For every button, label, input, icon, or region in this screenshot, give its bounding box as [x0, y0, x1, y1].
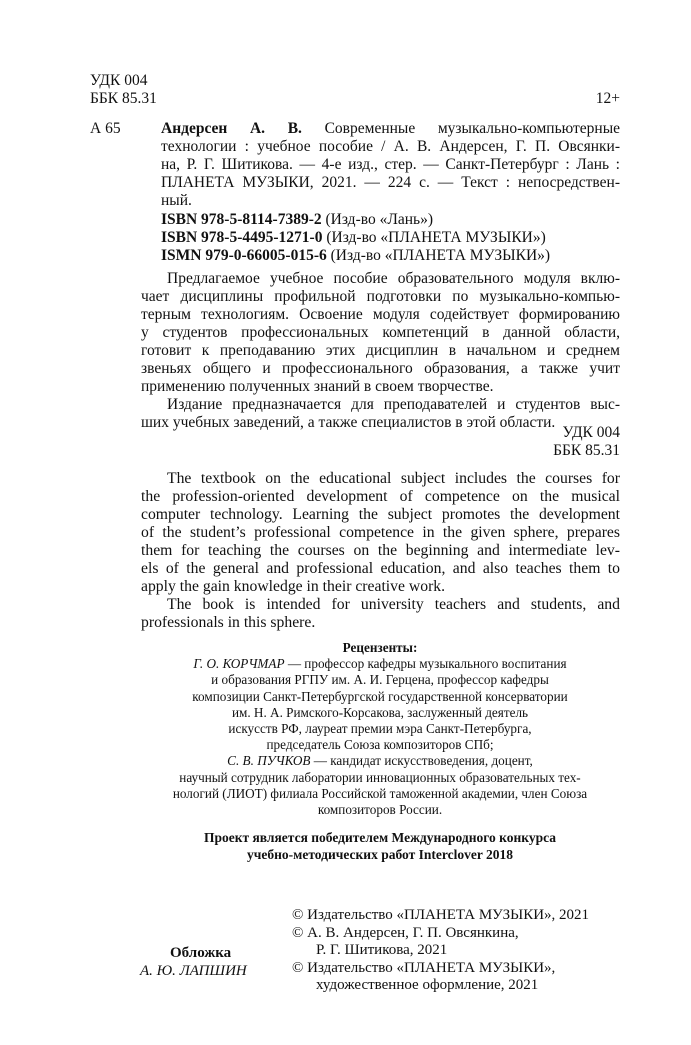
abstract-line: the profession-oriented development of competence on the musical	[141, 488, 620, 505]
reviewer-line: композиторов России.	[317, 802, 443, 818]
age-rating: 12+	[595, 90, 620, 107]
bib-line	[161, 120, 620, 138]
abstract-line: Издание предназначается для преподавателей и студентов выс-	[167, 396, 620, 413]
identifier-publisher: (Изд-во «Лань»)	[321, 211, 433, 228]
reviewer-line: Г. О. КОРЧМАР — профессор кафедры музыкального воспитания	[193, 656, 567, 672]
reviewer-line: и образования РГПУ им. А. И. Герцена, профессор кафедры	[211, 672, 549, 688]
identifier-row	[161, 247, 620, 265]
ismn-code: ISMN 979-0-66005-015-6	[161, 247, 327, 264]
isbn-code: ISBN 978-5-4495-1271-0	[161, 229, 323, 246]
abstract-line: применению полученных знаний в своем творчестве.	[141, 378, 494, 395]
bib-line: технологии : учебное пособие / А. В. Андерсен, Г. П. Овсянки-	[161, 138, 620, 155]
bib-line: ный.	[161, 192, 192, 209]
abstract-line: готовит к преподаванию этих дисциплин в начальном и среднем	[141, 342, 620, 359]
reviewer-line: композиции Санкт-Петербургской государственной консерватории	[192, 688, 568, 704]
identifier-publisher: (Изд-во «ПЛАНЕТА МУЗЫКИ»)	[322, 229, 546, 246]
identifier-row	[161, 211, 620, 229]
cover-credit	[140, 944, 300, 980]
bib-line: на, Р. Г. Шитикова. — 4-е изд., стер. — Санкт-Петербург : Лань :	[161, 156, 620, 173]
abstract-line: The book is intended for university teachers and students, and	[167, 596, 620, 613]
copyright-line: © А. В. Андерсен, Г. П. Овсянкина,	[292, 924, 519, 941]
bbk-code: ББК 85.31	[90, 90, 157, 107]
bib-title-start: Современные музыкально-компьютерные	[324, 120, 621, 137]
reviewer-name: С. В. ПУЧКОВ	[227, 753, 311, 769]
udk-code: УДК 004	[90, 72, 148, 89]
project-note	[140, 830, 620, 863]
reviewer-line: председатель Союза композиторов СПб;	[266, 737, 494, 753]
abstract-line: звеньях общего и профессионального образования, а также учит	[141, 360, 620, 377]
abstract-russian	[141, 270, 620, 432]
isbn-code: ISBN 978-5-8114-7389-2	[161, 211, 322, 228]
identifier-list	[161, 211, 620, 265]
reviewer-line: искусств РФ, лауреат премии мэра Санкт-Петербурга,	[228, 721, 532, 737]
abstract-line: ших учебных заведений, а также специалистов в этой области.	[141, 414, 556, 431]
reviewer-line: научный сотрудник лаборатории инновационных образовательных тех-	[179, 769, 581, 785]
cover-label: Обложка	[170, 945, 232, 961]
reviewers-heading: Рецензенты:	[342, 640, 418, 655]
reviewers-block	[140, 640, 620, 818]
copyright-line: © Издательство «ПЛАНЕТА МУЗЫКИ», 2021	[292, 907, 590, 923]
reviewer-line: С. В. ПУЧКОВ — кандидат искусствоведения, доцент,	[227, 753, 533, 769]
abstract-line: терным технологиям. Освоение модуля содействует формированию	[141, 306, 620, 323]
project-line: Проект является победителем Международного конкурса	[203, 830, 557, 845]
identifier-publisher: (Изд-во «ПЛАНЕТА МУЗЫКИ»)	[326, 247, 551, 264]
copyright-line: художественное оформление, 2021	[316, 977, 539, 993]
copyright-line: © Издательство «ПЛАНЕТА МУЗЫКИ»,	[292, 959, 556, 976]
copyright-block	[292, 907, 622, 995]
bib-author: Андерсен А. В.	[161, 120, 302, 137]
abstract-line: computer technology. Learning the subject promotes the development	[141, 506, 620, 523]
bibliographic-description	[161, 120, 620, 210]
abstract-line: чает дисциплины профильной подготовки по музыкально-компью-	[141, 288, 620, 305]
copyright-line: Р. Г. Шитикова, 2021	[316, 942, 448, 958]
reviewer-name: Г. О. КОРЧМАР	[193, 656, 285, 672]
abstract-line: els of the general and professional education, and also teaches them to	[141, 560, 620, 577]
abstract-english	[141, 470, 620, 632]
abstract-line: them for teaching the courses on the beginning and intermediate lev-	[141, 542, 620, 559]
abstract-line: of the student’s professional competence in the given sphere, prepares	[141, 524, 620, 541]
bbk-code-bottom: ББК 85.31	[553, 442, 620, 459]
cover-designer: А. Ю. ЛАПШИН	[140, 963, 247, 979]
abstract-line: The textbook on the educational subject includes the courses for	[167, 470, 620, 487]
bib-line: ПЛАНЕТА МУЗЫКИ, 2021. — 224 с. — Текст : непосредствен-	[161, 174, 620, 191]
abstract-line: Предлагаемое учебное пособие образовательного модуля вклю-	[167, 270, 620, 287]
abstract-line: professionals in this sphere.	[141, 614, 316, 631]
author-mark: А 65	[90, 120, 121, 137]
abstract-line: apply the gain knowledge in their creative work.	[141, 578, 446, 595]
abstract-line: у студентов профессиональных компетенций в данной области,	[141, 324, 620, 341]
reviewer-line: нологий (ЛИОТ) филиала Российской таможенной академии, член Союза	[172, 785, 588, 801]
udk-code-bottom: УДК 004	[562, 424, 620, 441]
reviewer-line: им. Н. А. Римского-Корсакова, заслуженный деятель	[231, 704, 529, 720]
project-line: учебно-методических работ Interclover 2018	[247, 846, 513, 862]
identifier-row	[161, 229, 620, 247]
